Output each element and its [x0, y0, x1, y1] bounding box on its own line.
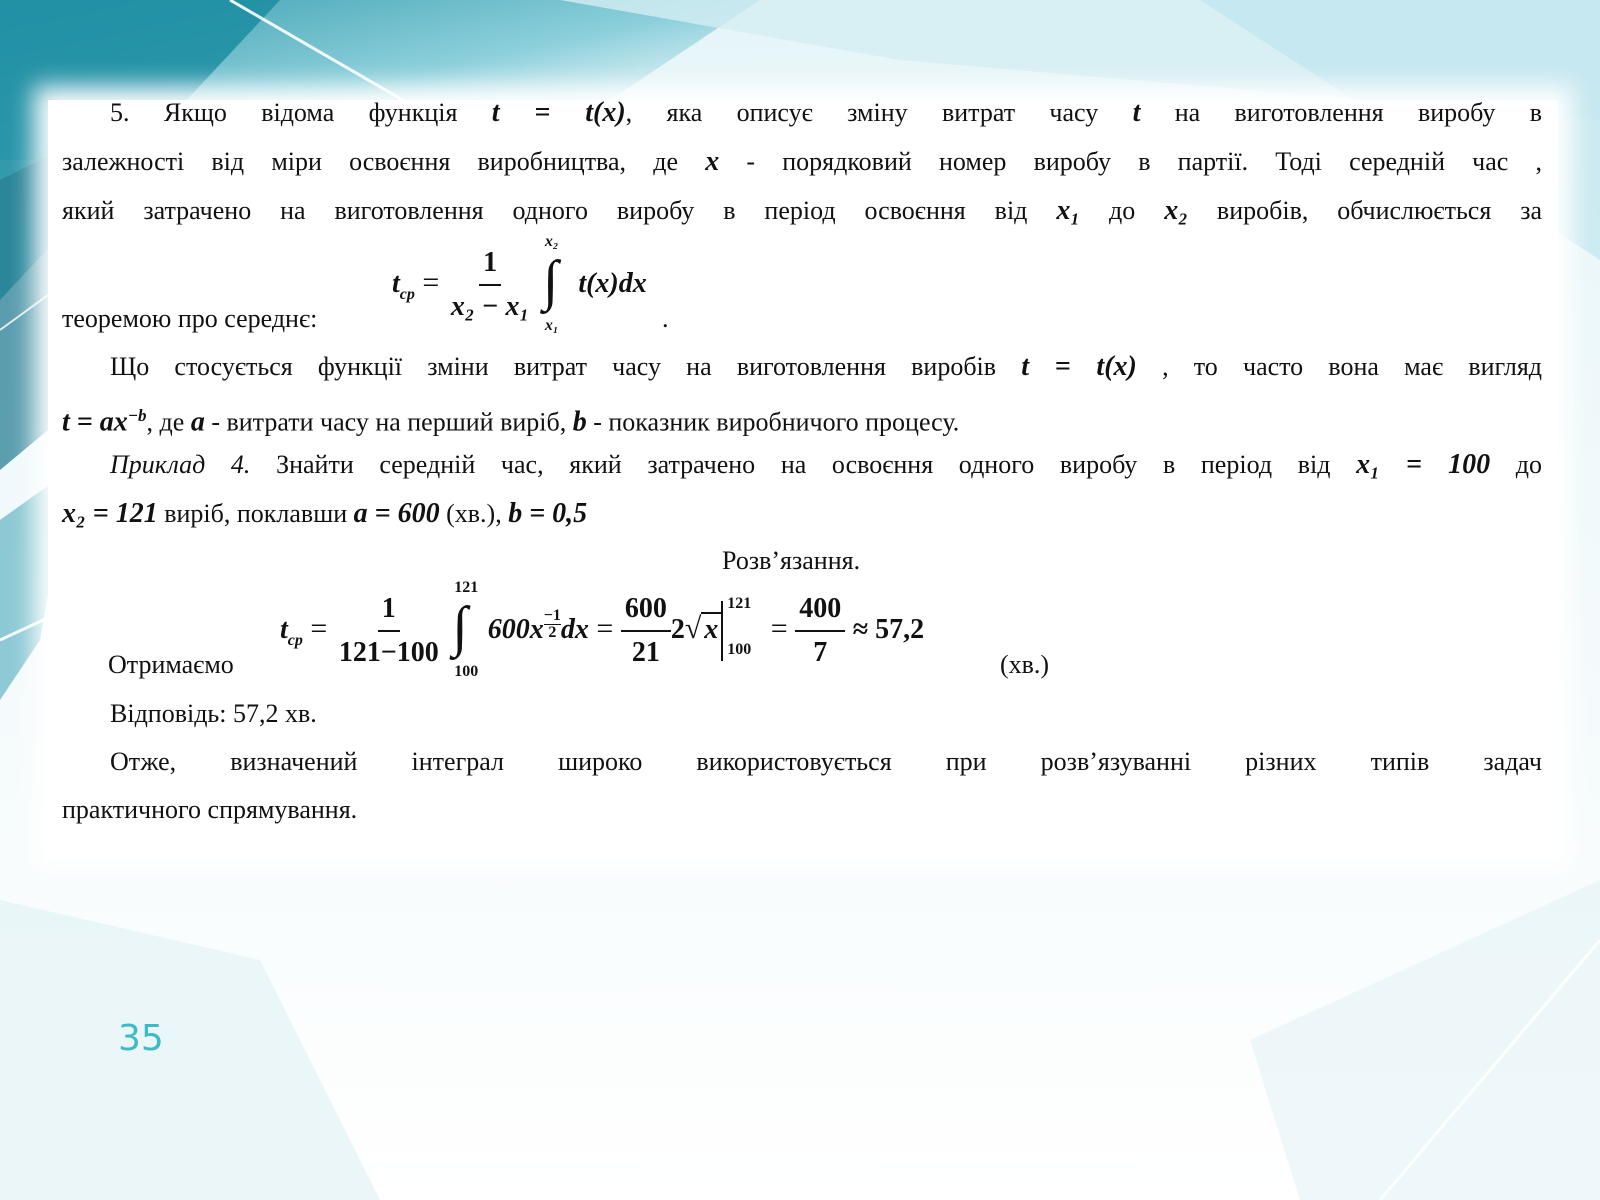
exponent-denominator: 2	[548, 623, 557, 641]
paragraph-2-line-2	[62, 399, 1542, 440]
text: Що стосується функції зміни витрат часу на виготовлення виробів	[110, 352, 997, 381]
text: Отже, визначений інтеграл широко використовується при розв’язуванні різних типів задач	[110, 747, 1542, 776]
math-formula: b = 0,5	[508, 498, 588, 529]
paragraph-1-line-3	[62, 194, 1542, 228]
math-variable: t	[1132, 97, 1141, 128]
math-formula: x₂ = 121	[62, 498, 158, 529]
solution-label	[108, 648, 288, 682]
bar-lower-limit: 100	[727, 641, 752, 658]
integral-lower-limit: 100	[454, 663, 479, 680]
fraction	[447, 244, 534, 326]
approximate-result: ≈ 57,2	[852, 613, 925, 645]
text: практичного спрямування.	[62, 795, 358, 824]
text: залежності від міри освоєння виробництва, де	[62, 147, 678, 176]
paragraph-1-line-4	[62, 302, 402, 336]
math-variable: x₁	[1056, 195, 1081, 226]
fraction-numerator: 600	[621, 590, 671, 632]
math-variable: x	[705, 146, 720, 177]
fraction-denominator: 7	[813, 637, 828, 668]
conclusion-line-1	[110, 745, 1542, 779]
text: - порядковий номер виробу в партії. Тоді середній час ,	[746, 147, 1543, 176]
solution-heading	[722, 544, 962, 578]
math-subscript: ср	[399, 285, 415, 303]
paragraph-1-line-1	[110, 96, 1542, 130]
formula-mean-value	[392, 233, 647, 334]
text: .	[662, 304, 669, 333]
exponent-numerator: 1	[552, 606, 561, 624]
text: теоремою про середнє:	[62, 304, 318, 333]
text: , де	[146, 407, 185, 437]
equals-sign: =	[596, 611, 614, 645]
text: , то часто вона має вигляд	[1162, 352, 1543, 381]
equals-sign: =	[422, 265, 440, 299]
text: (хв.),	[446, 499, 502, 528]
example-label: Приклад 4.	[110, 450, 251, 479]
integral-sign: ∫	[452, 596, 468, 658]
math-variable: b	[572, 406, 587, 438]
example-line-2	[62, 497, 1542, 531]
fraction-denominator: x₂ − x₁	[450, 291, 530, 322]
text: до	[1109, 196, 1136, 225]
text: виріб, поклавши	[164, 499, 348, 528]
solution-unit	[1000, 648, 1120, 682]
sqrt-argument: x	[701, 612, 721, 645]
page-number: 35	[118, 1018, 164, 1059]
integral-lower-limit: x₁	[544, 317, 559, 334]
math-function: t = t(x)	[1021, 351, 1137, 382]
bar-upper-limit: 121	[727, 595, 752, 612]
text: Відповідь: 57,2 хв.	[110, 699, 317, 728]
text: Знайти середній час, який затрачено на освоєння одного виробу в період від	[276, 450, 1331, 479]
integral-upper-limit: 121	[454, 579, 479, 596]
math-exponent: −b	[127, 406, 147, 425]
text: виробів, обчислюється за	[1216, 196, 1543, 225]
integral-upper-limit: x₂	[544, 233, 559, 250]
fraction	[335, 590, 443, 672]
sqrt-sign: √	[684, 611, 702, 645]
fraction-numerator: 1	[378, 590, 400, 632]
math-subscript: ср	[287, 631, 303, 649]
formula-end-period	[662, 302, 692, 336]
text: , яка описує зміну витрат часу	[625, 98, 1099, 127]
text: на виготовлення виробу в	[1174, 98, 1543, 127]
math-variable: t	[280, 613, 288, 645]
math-variable: a	[190, 406, 205, 438]
text: який затрачено на виготовлення одного виробу в період освоєння від	[62, 196, 1028, 225]
formula-solution	[280, 579, 925, 680]
paragraph-2-line-1	[110, 350, 1542, 384]
fraction	[621, 590, 671, 672]
math-variable: t	[392, 267, 400, 299]
answer-line	[110, 697, 1542, 731]
text: Отримаємо	[108, 650, 234, 679]
text: - показник виробничого процесу.	[593, 407, 960, 437]
integrand: t(x)dx	[578, 267, 647, 299]
integral-symbol	[450, 579, 480, 680]
fraction	[795, 590, 845, 672]
text: (хв.)	[1000, 650, 1050, 679]
text: - витрати часу на перший виріб,	[211, 407, 567, 437]
fraction-denominator: 21	[631, 637, 660, 668]
text: 5. Якщо відома функція	[110, 98, 458, 127]
example-line-1	[110, 448, 1542, 482]
fraction-numerator: 400	[795, 590, 845, 632]
text: Розв’язання.	[722, 546, 861, 575]
fractional-exponent: −1 2	[543, 606, 561, 641]
integral-sign: ∫	[542, 250, 559, 312]
math-formula: a = 600	[353, 498, 440, 529]
fraction-denominator: 121−100	[338, 637, 439, 668]
integral-symbol	[541, 233, 571, 334]
evaluation-bar	[721, 595, 763, 661]
math-formula: x₁ = 100	[1356, 449, 1491, 480]
equals-sign: =	[770, 611, 788, 645]
fraction-numerator: 1	[479, 244, 501, 286]
math-variable: x₂	[1164, 195, 1188, 226]
text: до	[1515, 450, 1543, 479]
math-function: t = t(x)	[491, 97, 626, 128]
coefficient: 2	[670, 613, 685, 645]
math-formula: t = ax	[62, 406, 128, 438]
differential: dx	[560, 613, 589, 645]
conclusion-line-2	[62, 793, 1542, 827]
integrand: 600x	[487, 613, 544, 645]
paragraph-1-line-2	[62, 145, 1542, 179]
equals-sign: =	[310, 611, 328, 645]
